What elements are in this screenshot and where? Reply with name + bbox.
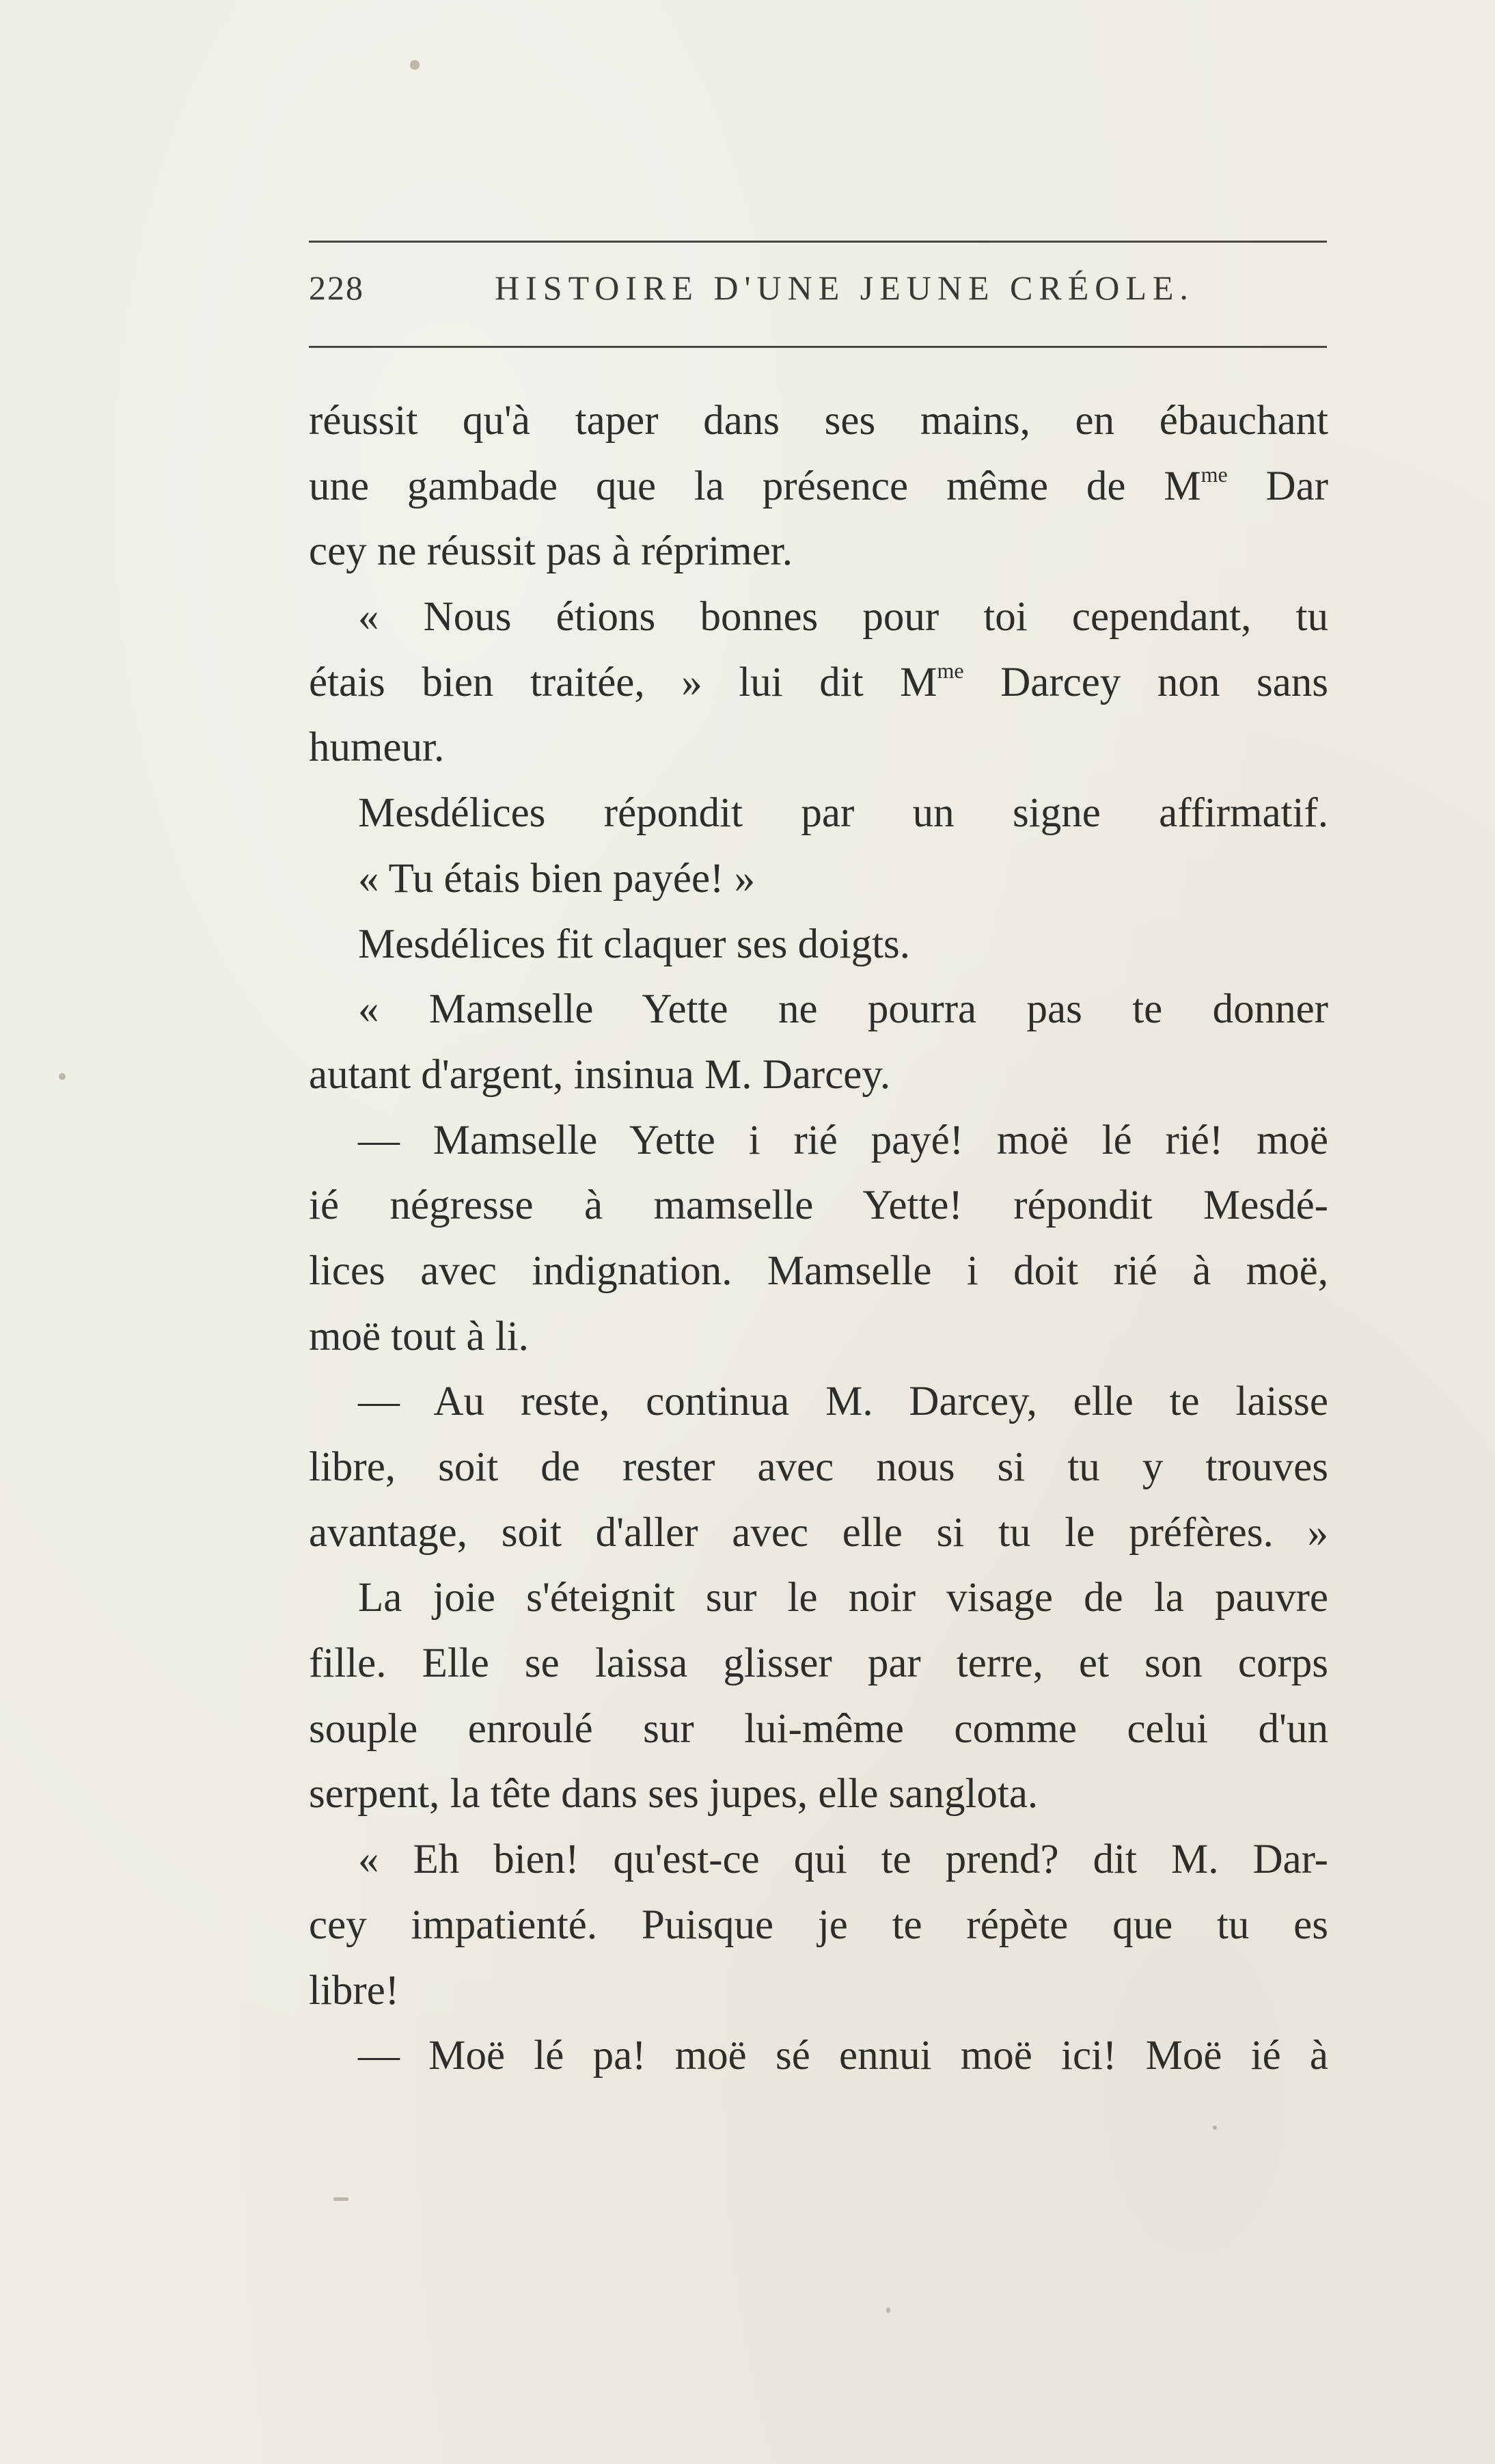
text-line: fille. Elle se laissa glisser par terre, et son corps — [309, 1640, 1328, 1687]
text-line: humeur. — [309, 725, 445, 771]
body-text — [309, 388, 1328, 2089]
text-line: cey ne réussit pas à réprimer. — [309, 528, 793, 575]
text-line: libre, soit de rester avec nous si tu y trouves — [309, 1444, 1328, 1490]
text-line: cey impatienté. Puisque je te répète que tu es — [309, 1901, 1328, 1948]
text-line: — Moë lé pa! moë sé ennui moë ici! Moë ié à — [358, 2033, 1328, 2079]
text-line: Mesdélices fit claquer ses doigts. — [358, 921, 911, 967]
text-line: « Eh bien! qu'est-ce qui te prend? dit M. Dar- — [358, 1837, 1328, 1883]
text-line: serpent, la tête dans ses jupes, elle sanglota. — [309, 1771, 1039, 1817]
header-top-rule — [309, 241, 1327, 243]
text-line — [309, 650, 1328, 716]
paper-speck — [410, 60, 420, 70]
abbrev-madame: $M^{me}$ — [1164, 461, 1228, 509]
text-line: avantage, soit d'aller avec elle si tu le préfères. » — [309, 1509, 1328, 1556]
paper-speck — [333, 2197, 348, 2201]
text-line — [309, 454, 1328, 519]
text-segment: une gambade que la présence même de — [309, 463, 1126, 509]
text-segment: étais bien traitée, » lui dit — [309, 659, 864, 705]
superscript: me — [1201, 461, 1228, 487]
page-header — [309, 268, 1327, 323]
superscript: me — [937, 658, 964, 683]
text-segment: Dar — [1265, 463, 1328, 509]
paper-speck — [59, 1073, 66, 1080]
page-number: 228 — [309, 269, 364, 307]
text-line: « Tu étais bien payée! » — [358, 855, 756, 902]
text-line: — Mamselle Yette i rié payé! moë lé rié! moë — [358, 1117, 1328, 1163]
paper-speck — [886, 2307, 890, 2313]
text-line: souple enroulé sur lui-même comme celui d'un — [309, 1705, 1328, 1752]
text-line: ié négresse à mamselle Yette! répondit Mesdé- — [309, 1182, 1328, 1229]
text-line: réussit qu'à taper dans ses mains, en ébauchant — [309, 398, 1328, 444]
text-line: « Nous étions bonnes pour toi cependant, tu — [358, 594, 1328, 640]
abbrev-madame: $M^{me}$ — [900, 658, 964, 705]
running-title: HISTOIRE D'UNE JEUNE CRÉOLE. — [495, 269, 1194, 307]
text-line: moë tout à li. — [309, 1313, 529, 1359]
text-line: autant d'argent, insinua M. Darcey. — [309, 1051, 891, 1098]
text-line: Mesdélices répondit par un signe affirmatif. — [358, 790, 1328, 837]
header-bottom-rule — [309, 346, 1327, 348]
text-segment: Darcey non sans — [1000, 659, 1328, 705]
paper-speck — [1213, 2126, 1217, 2130]
text-line: lices avec indignation. Mamselle i doit rié à moë, — [309, 1247, 1328, 1294]
text-line: La joie s'éteignit sur le noir visage de la pauvre — [358, 1575, 1328, 1621]
text-line: — Au reste, continua M. Darcey, elle te laisse — [358, 1379, 1328, 1425]
text-line: « Mamselle Yette ne pourra pas te donner — [358, 986, 1328, 1033]
text-line: libre! — [309, 1967, 400, 2014]
